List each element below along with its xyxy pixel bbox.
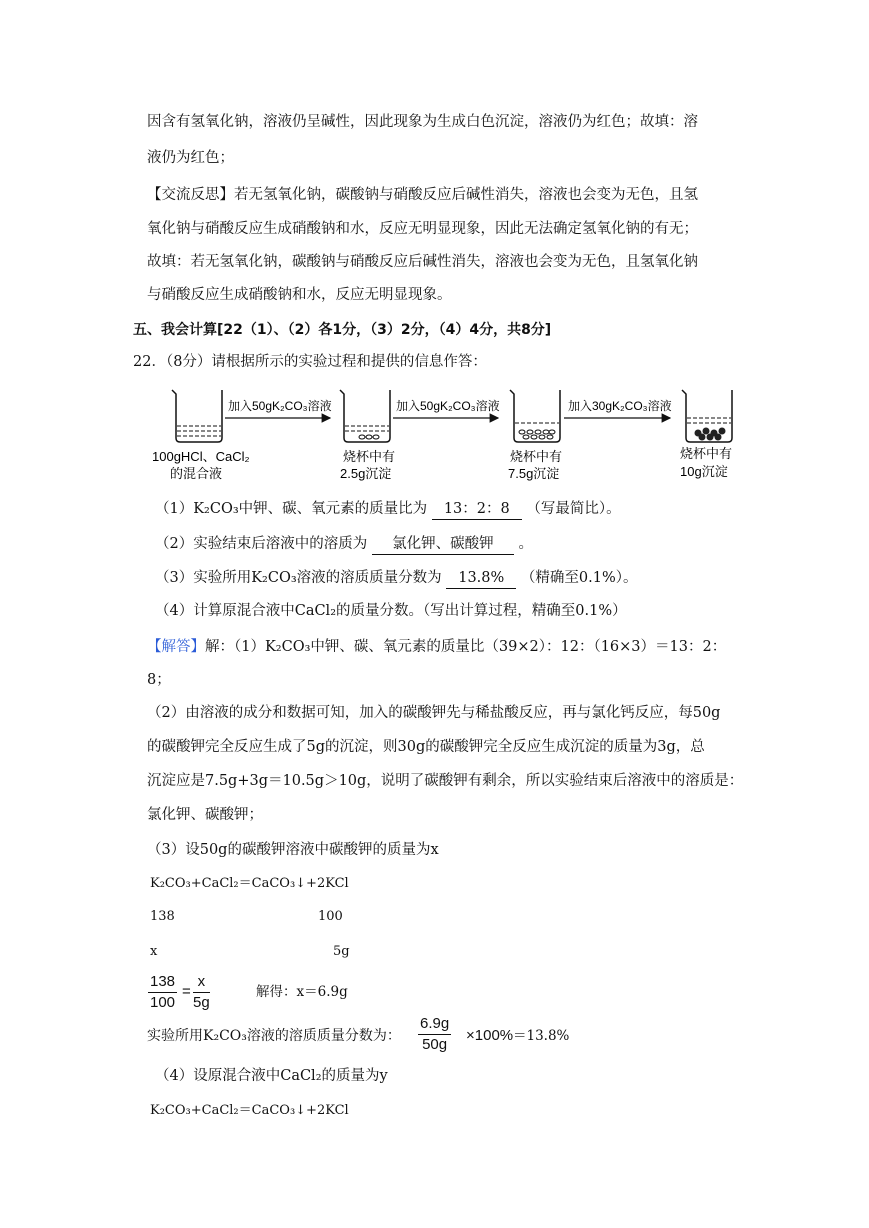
arrow-2-label: 加入50gK₂CO₃溶液 bbox=[396, 399, 500, 413]
mass-100: 100 bbox=[318, 909, 343, 924]
q1-prompt: （1）K₂CO₃中钾、碳、氧元素的质量比为 bbox=[155, 501, 428, 517]
solve-x: 解得：x＝6.9g bbox=[256, 984, 348, 1000]
para2-line3: 故填：若无氢氧化钠，碳酸钠与硝酸反应后碱性消失，溶液也会变为无色，且氢氧化钠 bbox=[147, 254, 698, 270]
fraction-denominator: 5g bbox=[193, 994, 210, 1011]
para1-line1: 因含有氢氧化钠，溶液仍呈碱性，因此现象为生成白色沉淀，溶液仍为红色；故填：溶 bbox=[147, 114, 698, 130]
answer4-line1: （4）设原混合液中CaCl₂的质量为y bbox=[155, 1068, 388, 1084]
times-100-percent: ×100% bbox=[466, 1027, 514, 1044]
fraction-numerator: x bbox=[193, 972, 210, 993]
answer-line2: 8； bbox=[147, 672, 171, 688]
answer2-line1: （2）由溶液的成分和数据可知，加入的碳酸钾先与稀盐酸反应，再与氯化钙反应，每50g bbox=[147, 705, 721, 721]
beaker-4-caption-2: 10g沉淀 bbox=[680, 464, 728, 479]
arrow-3-label: 加入30gK₂CO₃溶液 bbox=[568, 399, 672, 413]
answer-tag: 【解答】 bbox=[147, 639, 205, 655]
q3-line bbox=[155, 568, 637, 589]
beaker-4 bbox=[682, 390, 732, 442]
fraction-x-5g bbox=[193, 972, 210, 1013]
equation-2: K₂CO₃+CaCl₂＝CaCO₃↓+2KCl bbox=[150, 1103, 349, 1118]
fraction-numerator: 6.9g bbox=[418, 1014, 451, 1035]
beaker-2-caption-1: 烧杯中有 bbox=[343, 449, 396, 464]
answer2-line2: 的碳酸钾完全反应生成了5g的沉淀，则30g的碳酸钾完全反应生成沉淀的质量为3g，总 bbox=[147, 739, 705, 755]
mass-138: 138 bbox=[150, 909, 175, 924]
q1-suffix: （写最简比）。 bbox=[526, 501, 621, 517]
para2-line4: 与硝酸反应生成硝酸钠和水，反应无明显现象。 bbox=[147, 287, 452, 303]
beaker-2-caption-2: 2.5g沉淀 bbox=[340, 466, 392, 481]
q3-prompt: （3）实验所用K₂CO₃溶液的溶质质量分数为 bbox=[155, 570, 442, 586]
var-5g: 5g bbox=[333, 944, 350, 959]
answer2-line4: 氯化钾、碳酸钾； bbox=[147, 807, 263, 823]
fraction-denominator: 100 bbox=[150, 994, 176, 1011]
equation-1: K₂CO₃+CaCl₂＝CaCO₃↓+2KCl bbox=[150, 876, 349, 891]
beaker-2 bbox=[340, 390, 390, 442]
beaker-1 bbox=[172, 390, 222, 442]
fraction-138-100 bbox=[148, 972, 177, 1013]
experiment-diagram bbox=[140, 380, 770, 485]
answer3-line1: （3）设50g的碳酸钾溶液中碳酸钾的质量为x bbox=[147, 842, 439, 858]
answer-part1: 解：（1）K₂CO₃中钾、碳、氧元素的质量比（39×2）：12：（16×3）＝13：2： bbox=[205, 639, 727, 655]
para2-line2: 氧化钠与硝酸反应生成硝酸钠和水，反应无明显现象，因此无法确定氢氧化钠的有无； bbox=[147, 221, 698, 237]
q1-line bbox=[155, 499, 621, 520]
question-22: 22．（8分）请根据所示的实验过程和提供的信息作答： bbox=[133, 354, 487, 370]
fraction-denominator: 50g bbox=[422, 1036, 448, 1053]
percentage-label: 实验所用K₂CO₃溶液的溶质质量分数为： bbox=[147, 1028, 401, 1044]
answer2-line3: 沉淀应是7.5g+3g＝10.5g＞10g，说明了碳酸钾有剩余，所以实验结束后溶液中的溶质是： bbox=[147, 773, 744, 789]
percentage-result: ＝13.8% bbox=[513, 1028, 570, 1044]
q3-suffix: （精确至0.1%）。 bbox=[520, 570, 638, 586]
q2-suffix: 。 bbox=[518, 536, 533, 552]
beaker-3 bbox=[510, 390, 560, 442]
beaker-4-caption-1: 烧杯中有 bbox=[680, 446, 733, 461]
answer-line1 bbox=[147, 637, 726, 657]
arrow-1-label: 加入50gK₂CO₃溶液 bbox=[228, 399, 332, 413]
q2-prompt: （2）实验结束后溶液中的溶质为 bbox=[155, 536, 368, 552]
q2-line bbox=[155, 534, 533, 555]
para2-line1: 【交流反思】若无氢氧化钠，碳酸钠与硝酸反应后碱性消失，溶液也会变为无色，且氢 bbox=[147, 187, 698, 203]
beaker-3-caption-1: 烧杯中有 bbox=[510, 449, 563, 464]
var-x: x bbox=[150, 944, 158, 959]
q1-answer: 13：2：8 bbox=[432, 499, 522, 520]
beaker-3-caption-2: 7.5g沉淀 bbox=[508, 466, 560, 481]
q4-line: （4）计算原混合液中CaCl₂的质量分数。（写出计算过程，精确至0.1%） bbox=[155, 603, 627, 619]
beaker-1-caption-2: 的混合液 bbox=[170, 466, 223, 481]
fraction-numerator: 138 bbox=[148, 972, 177, 993]
q3-answer: 13.8% bbox=[446, 568, 516, 589]
equals-sign: = bbox=[182, 983, 191, 1000]
fraction-6.9g-50g bbox=[418, 1014, 451, 1055]
beaker-1-caption-1: 100gHCl、CaCl₂ bbox=[152, 449, 250, 464]
para1-line2: 液仍为红色； bbox=[147, 150, 234, 166]
q2-answer: 氯化钾、碳酸钾 bbox=[372, 534, 514, 555]
section-heading: 五、我会计算[22（1）、（2）各1分，（3）2分，（4）4分，共8分] bbox=[133, 322, 552, 338]
